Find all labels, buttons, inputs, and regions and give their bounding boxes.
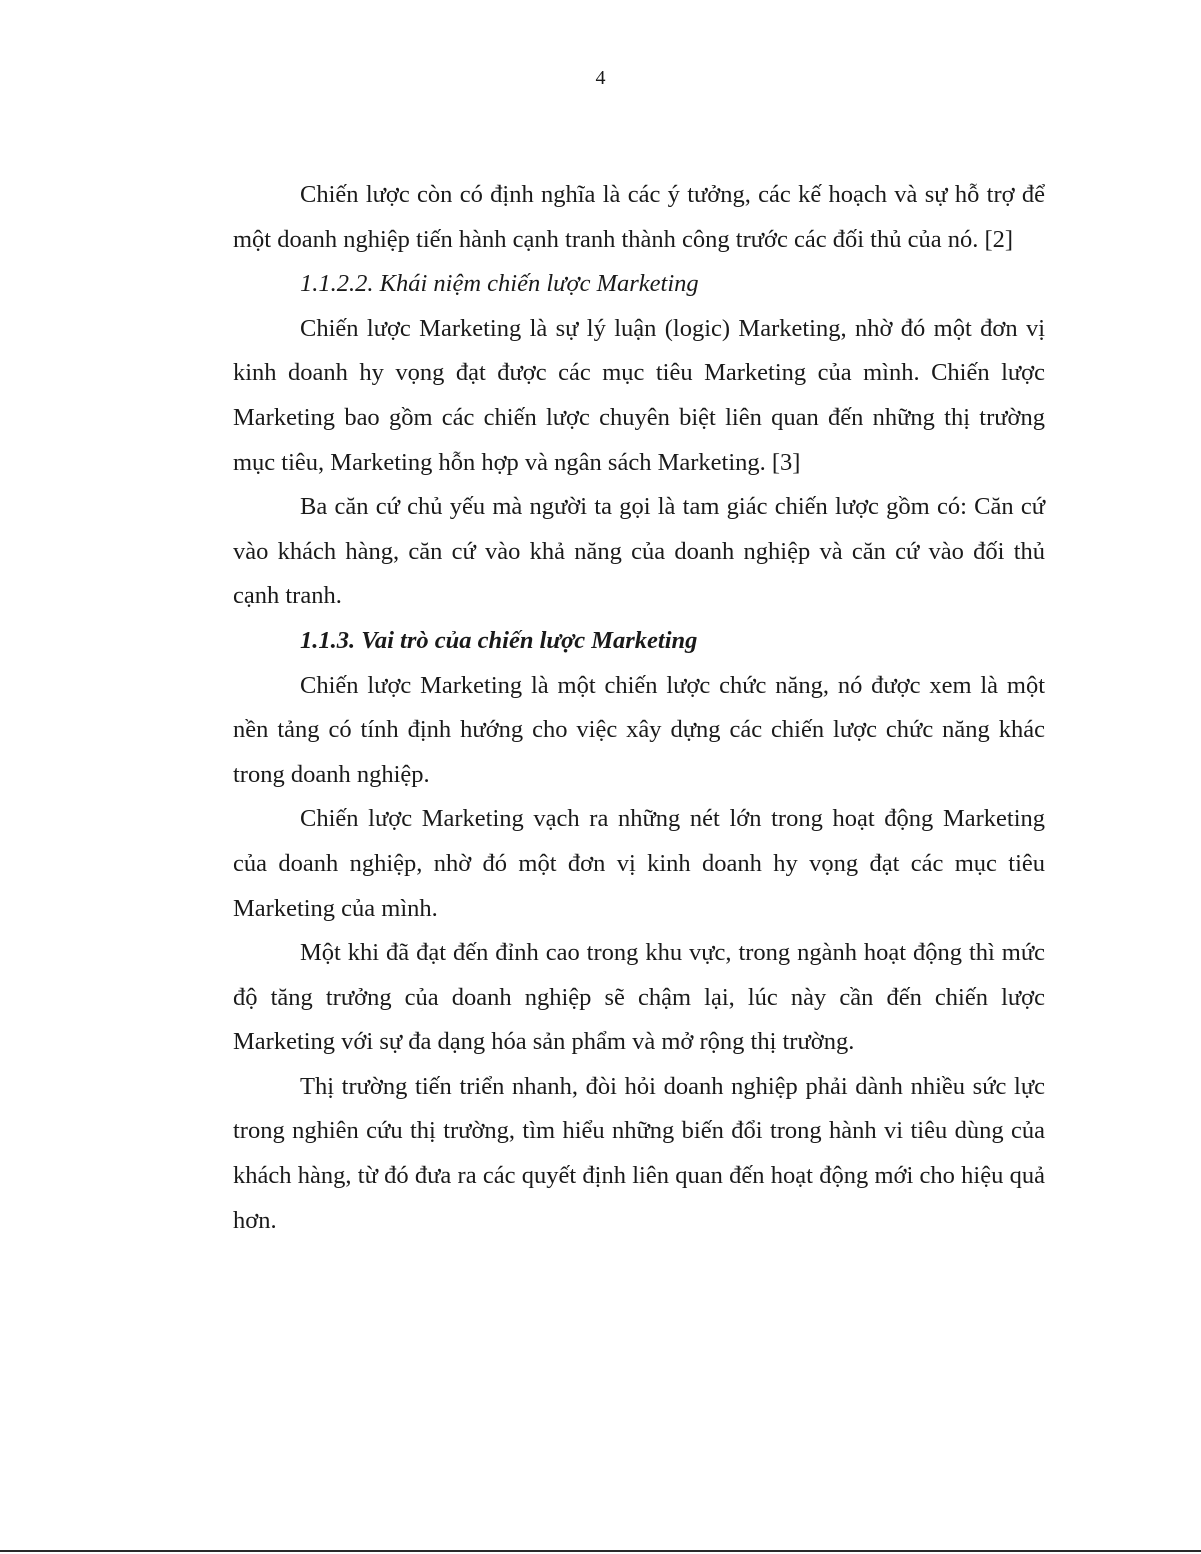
heading-1-1-3: 1.1.3. Vai trò của chiến lược Marketing xyxy=(300,626,698,654)
paragraph-marketing-outline: Chiến lược Marketing vạch ra những nét lớn trong hoạt động Marketing của doanh nghiệp, nhờ đó một đơn vị kinh doanh hy vọng đạt các mục tiêu Marketing của mình. xyxy=(233,805,1045,922)
bottom-rule xyxy=(0,1550,1201,1552)
paragraph-marketing-strategy-concept: Chiến lược Marketing là sự lý luận (logic) Marketing, nhờ đó một đơn vị kinh doanh hy vọng đạt được các mục tiêu Marketing của mình. Chiến lược Marketing bao gồm các chiến lược chuyên biệt liên quan đến những thị trường mục tiêu, Marketing hỗn hợp và ngân sách Marketing. [3] xyxy=(233,314,1045,476)
heading-1-1-2-2: 1.1.2.2. Khái niệm chiến lược Marketing xyxy=(300,270,699,298)
document-body xyxy=(233,173,1045,1243)
paragraph-strategy-triangle: Ba căn cứ chủ yếu mà người ta gọi là tam giác chiến lược gồm có: Căn cứ vào khách hàng, căn cứ vào khả năng của doanh nghiệp và căn cứ vào đối thủ cạnh tranh. xyxy=(233,493,1045,610)
paragraph-functional-strategy: Chiến lược Marketing là một chiến lược chức năng, nó được xem là một nền tảng có tính định hướng cho việc xây dựng các chiến lược chức năng khác trong doanh nghiệp. xyxy=(233,671,1045,788)
page-number: 4 xyxy=(595,67,606,89)
paragraph-market-evolution: Thị trường tiến triển nhanh, đòi hỏi doanh nghiệp phải dành nhiều sức lực trong nghiên cứu thị trường, tìm hiểu những biến đổi trong hành vi tiêu dùng của khách hàng, từ đó đưa ra các quyết định liên quan đến hoạt động mới cho hiệu quả hơn. xyxy=(233,1072,1045,1234)
paragraph-growth-slowdown: Một khi đã đạt đến đỉnh cao trong khu vực, trong ngành hoạt động thì mức độ tăng trưởng của doanh nghiệp sẽ chậm lại, lúc này cần đến chiến lược Marketing với sự đa dạng hóa sản phẩm và mở rộng thị trường. xyxy=(233,939,1045,1056)
paragraph-strategy-definition: Chiến lược còn có định nghĩa là các ý tưởng, các kế hoạch và sự hỗ trợ để một doanh nghiệp tiến hành cạnh tranh thành công trước các đối thủ của nó. [2] xyxy=(233,181,1045,253)
